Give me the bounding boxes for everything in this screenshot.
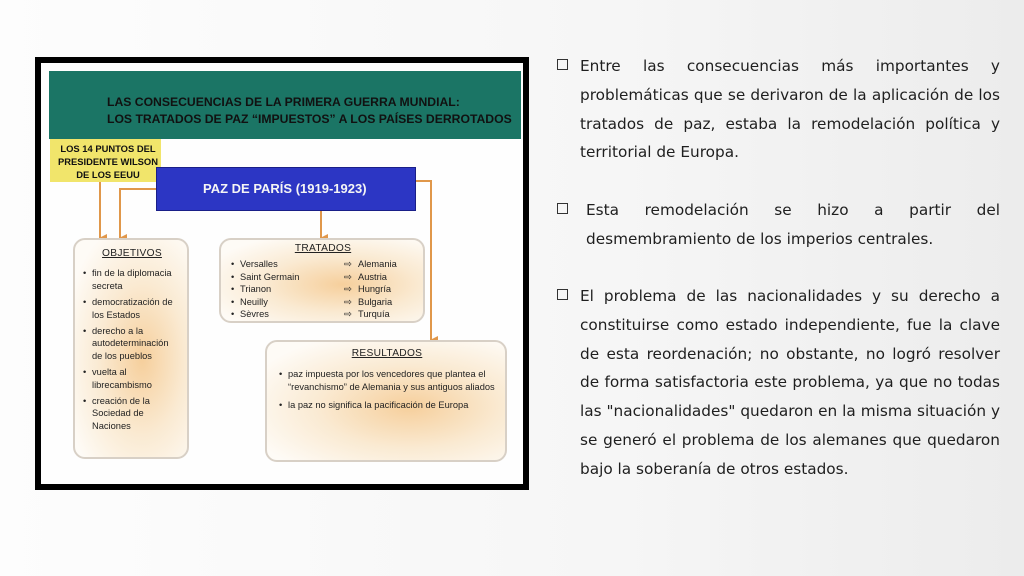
tratados-title: TRATADOS xyxy=(294,243,352,254)
checkbox-square-icon xyxy=(557,289,568,300)
wilson-points-line-2: PRESIDENTE WILSON xyxy=(57,156,158,167)
objetivos-box xyxy=(73,238,189,459)
treaty-name: • Neuilly xyxy=(231,296,344,308)
treaty-row xyxy=(231,283,415,295)
checkbox-square-icon xyxy=(557,203,568,214)
paz-de-paris-box: PAZ DE PARÍS (1919-1923) xyxy=(156,167,416,211)
diagram-title-line-1: LAS CONSECUENCIAS DE LA PRIMERA GUERRA MUNDIAL: xyxy=(107,95,460,109)
diagram-title-banner xyxy=(49,71,521,139)
wilson-points-box xyxy=(50,139,161,182)
resultados-title: RESULTADOS xyxy=(351,348,423,359)
objetivos-item: • democratización de los Estados xyxy=(83,296,181,321)
treaty-country: Alemania xyxy=(358,259,397,270)
treaty-row xyxy=(231,271,415,283)
objetivos-item: • derecho a la autodeterminación de los pueblos xyxy=(83,325,181,362)
objetivos-item: • vuelta al librecambismo xyxy=(83,366,181,391)
treaty-name: • Sèvres xyxy=(231,308,344,320)
bullet-text: Esta remodelación se hizo a partir del desmembramiento de los imperios centrales. xyxy=(586,201,1000,248)
bullet-paragraph xyxy=(557,52,1000,167)
objetivos-title: OBJETIVOS xyxy=(102,248,162,259)
treaty-row xyxy=(231,258,415,270)
paz-to-objetivos-arrow xyxy=(120,189,156,238)
resultados-item: • la paz no significa la pacificación de Europa xyxy=(279,399,495,411)
tratados-box xyxy=(219,238,425,323)
treaty-name: • Trianon xyxy=(231,283,344,295)
diagram-frame xyxy=(35,57,529,490)
resultados-item: • paz impuesta por los vencedores que plantea el “revanchismo” de Alemania y sus antiguos aliados xyxy=(279,368,495,393)
consequences-diagram xyxy=(41,63,523,484)
checkbox-square-icon xyxy=(557,59,568,70)
bullet-paragraph xyxy=(557,196,1000,254)
treaty-country: Austria xyxy=(358,271,387,282)
right-arrow-icon: ⇨ xyxy=(344,271,352,282)
treaty-country: Hungría xyxy=(358,284,392,295)
right-arrow-icon: ⇨ xyxy=(344,259,352,270)
treaty-row xyxy=(231,308,415,320)
bullet-text: El problema de las nacionalidades y su derecho a constituirse como estado independiente, fue la clave de esta reordenación; no obstante, no logró resolver de forma satisfactoria este problema, ya que no todas las "nacionalidades" quedaron en la misma situación y se generó el problema de los alemanes que quedaron bajo la soberanía de otros estados. xyxy=(580,287,1000,478)
treaty-row xyxy=(231,296,415,308)
treaty-country: Bulgaria xyxy=(358,296,393,307)
wilson-points-line-3: DE LOS EEUU xyxy=(76,169,140,180)
treaty-name: • Versalles xyxy=(231,258,344,270)
right-arrow-icon: ⇨ xyxy=(344,284,352,295)
objetivos-item: • fin de la diplomacia secreta xyxy=(83,267,181,292)
treaty-name: • Saint Germain xyxy=(231,271,344,283)
wilson-points-line-1: LOS 14 PUNTOS DEL xyxy=(60,143,156,154)
treaty-country: Turquía xyxy=(358,309,390,320)
objetivos-item: • creación de la Sociedad de Naciones xyxy=(83,395,181,432)
bullet-paragraph xyxy=(557,282,1000,484)
right-arrow-icon: ⇨ xyxy=(344,309,352,320)
bullet-text: Entre las consecuencias más importantes y problemáticas que se derivaron de la aplicación de los tratados de paz, estaba la remodelación política y territorial de Europa. xyxy=(580,57,1000,162)
diagram-title-line-2: LOS TRATADOS DE PAZ “IMPUESTOS” A LOS PAÍSES DERROTADOS xyxy=(107,112,512,126)
resultados-box xyxy=(265,340,507,462)
right-arrow-icon: ⇨ xyxy=(344,296,352,307)
